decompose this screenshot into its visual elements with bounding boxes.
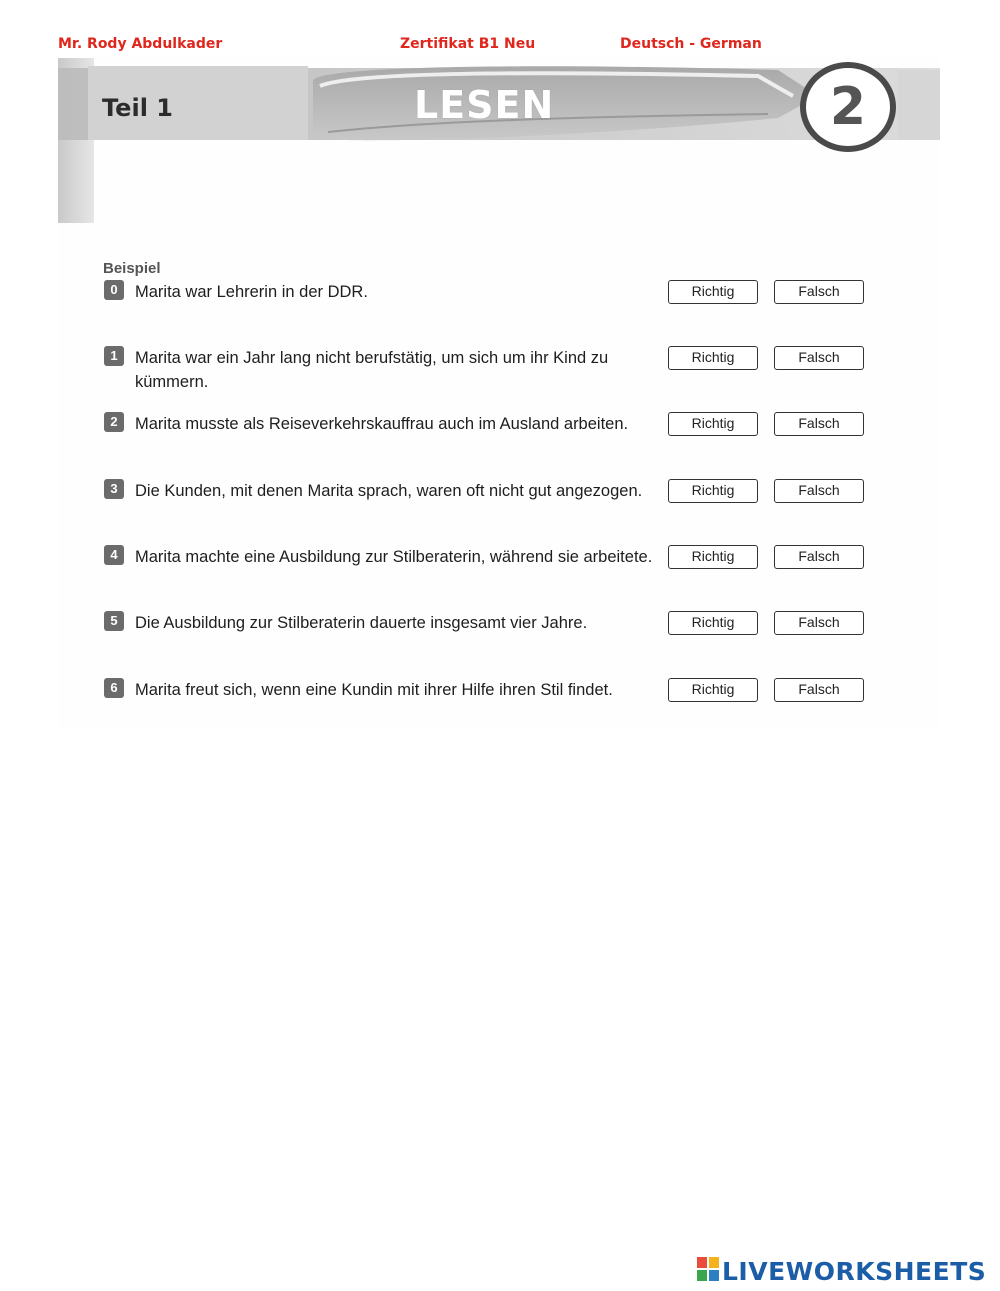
falsch-button[interactable]: Falsch [774,346,864,370]
course-title: Zertifikat B1 Neu [400,36,536,52]
question-text: Marita machte eine Ausbildung zur Stilberaterin, während sie arbeitete. [135,548,653,566]
richtig-button[interactable]: Richtig [668,611,758,635]
liveworksheets-brand[interactable]: LIVEWORKSHEETS [722,1257,987,1286]
question-number-badge: 2 [104,412,124,432]
section-title: LESEN [414,83,555,127]
falsch-button[interactable]: Falsch [774,611,864,635]
richtig-button[interactable]: Richtig [668,346,758,370]
question-text: Die Ausbildung zur Stilberaterin dauerte insgesamt vier Jahre. [135,614,588,632]
falsch-button[interactable]: Falsch [774,545,864,569]
part-label: Teil 1 [102,94,173,122]
falsch-button[interactable]: Falsch [774,280,864,304]
question-number-badge: 5 [104,611,124,631]
falsch-button[interactable]: Falsch [774,678,864,702]
question-number-badge: 4 [104,545,124,565]
question-number-badge: 3 [104,479,124,499]
richtig-button[interactable]: Richtig [668,479,758,503]
language-label: Deutsch - German [620,36,762,52]
question-number-badge: 1 [104,346,124,366]
question-text: Marita war Lehrerin in der DDR. [135,283,368,301]
question-text: Marita freut sich, wenn eine Kundin mit ihrer Hilfe ihren Stil findet. [135,681,613,699]
richtig-button[interactable]: Richtig [668,280,758,304]
example-label: Beispiel [103,260,161,277]
section-number-badge: 2 [800,62,896,152]
question-number-badge: 0 [104,280,124,300]
question-number-badge: 6 [104,678,124,698]
richtig-button[interactable]: Richtig [668,412,758,436]
liveworksheets-logo-icon [697,1256,721,1282]
richtig-button[interactable]: Richtig [668,545,758,569]
question-text: Marita musste als Reiseverkehrskauffrau auch im Ausland arbeiten. [135,415,629,433]
question-text: Marita war ein Jahr lang nicht berufstätig, um sich um ihr Kind zu kümmern. [135,349,609,391]
richtig-button[interactable]: Richtig [668,678,758,702]
teacher-name: Mr. Rody Abdulkader [58,36,223,52]
falsch-button[interactable]: Falsch [774,412,864,436]
falsch-button[interactable]: Falsch [774,479,864,503]
question-text: Die Kunden, mit denen Marita sprach, waren oft nicht gut angezogen. [135,482,643,500]
worksheet-scan [58,58,940,730]
